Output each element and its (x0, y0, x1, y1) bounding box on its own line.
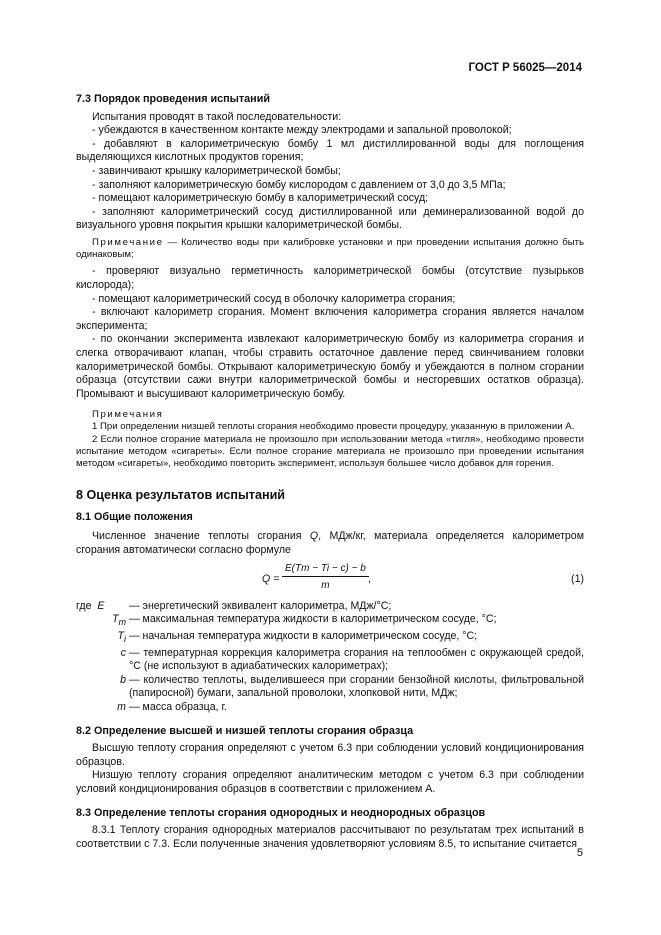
list-item: - проверяют визуально герметичность калориметрической бомбы (отсутствие пузырьков кислорода); (76, 265, 584, 291)
note-item: 2 Если полное сгорание материала не произошло при использовании метода «тигля», необходимо провести испытание методом «сигареты». Если полное сгорание материала не произошло при проведении испытания методом «сигареты», необходимо повторить эксперимент, используя большее число добавок для горения. (76, 433, 584, 470)
definition-row (76, 630, 584, 647)
list-item: - завинчивают крышку калориметрической бомбы; (92, 164, 341, 177)
note-text: — Количество воды при калибровке установки и при проведении испытания должно быть одинаковым; (76, 236, 584, 261)
definition-row (76, 647, 584, 674)
document-body (76, 93, 584, 851)
list-item: - добавляют в калориметрическую бомбу 1 мл дистиллированной воды для поглощения выделяющихся кислотных продуктов горения; (76, 137, 584, 164)
definition-symbol: m (117, 701, 126, 714)
section-7-3-heading: 7.3 Порядок проведения испытаний (76, 93, 270, 105)
definition-symbol: b (120, 673, 126, 686)
formula-1 (76, 562, 584, 596)
list-item: - по окончании эксперимента извлекают калориметрическую бомбу из калориметра сгорания и слегка отворачивают клапан, чтобы стравить остаточное давление перед свинчиванием головки калориметрической бомбы. Открывают калориметрическую бомбу и убеждаются в полном сгорании образца (отсутствии сажи внутри калориметрической бомбы и несгоревших остатков образца). Промывают и высушивают калориметрическую бомбу. (76, 333, 584, 400)
formula-numerator: E(Tm − Ti − c) − b (282, 562, 369, 578)
formula-fraction (282, 562, 369, 593)
definition-text: — температурная коррекция калориметра сгорания на теплообмен с окружающей средой, °С (не используют в адиабатических калориметрах); (129, 646, 584, 673)
formula-denominator: m (321, 580, 330, 592)
definition-symbol: где E (76, 599, 105, 612)
paragraph: Высшую теплоту сгорания определяют с учетом 6.3 при соблюдении условий кондиционирования образцов. (76, 742, 584, 768)
section-8-heading: 8 Оценка результатов испытаний (76, 488, 286, 503)
definition-symbol: $T_m$ (112, 613, 126, 628)
section-8-2-heading: 8.2 Определение высшей и низшей теплоты сгорания образца (76, 724, 414, 737)
section-8-1-heading: 8.1 Общие положения (76, 510, 193, 523)
note-label: Примечание (92, 236, 164, 248)
list-item: - заполняют калориметрическую бомбу кислородом с давлением от 3,0 до 3,5 МПа; (92, 178, 506, 191)
definition-symbol: $T_i$ (117, 629, 126, 645)
note (76, 237, 584, 261)
variable-definitions (76, 600, 584, 715)
notes-label: Примечания (92, 409, 164, 421)
formula-number: (1) (571, 572, 584, 585)
formula-lhs: Q = (262, 572, 280, 585)
page-number: 5 (576, 847, 583, 859)
definition-text: — энергетический эквивалент калориметра, МДж/°С; (129, 599, 392, 612)
document-header: ГОСТ Р 56025—2014 (468, 62, 582, 74)
note-item: 1 При определении низшей теплоты сгорания необходимо провести процедуру, указанную в приложении А. (92, 421, 575, 433)
paragraph: Низшую теплоту сгорания определяют аналитическим методом с учетом 6.3 при соблюдении условий кондиционирования образцов в соответствии с приложением А. (76, 769, 584, 796)
paragraph: 8.3.1 Теплоту сгорания однородных материалов рассчитывают по результатам трех испытаний в соответствии с 7.3. Если полученные значения удовлетворяют условиям 8.5, то испытание считается (76, 824, 584, 850)
paragraph: Численное значение теплоты сгорания Q, МДж/кг, материала определяется калориметром сгорания автоматически согласно формуле (76, 530, 584, 557)
formula-comma: , (368, 572, 371, 585)
list-item: - помещают калориметрическую бомбу в калориметрический сосуд; (92, 192, 429, 205)
paragraph: Испытания проводят в такой последовательности: (92, 110, 342, 123)
list-item: - заполняют калориметрический сосуд дистиллированной или деминерализованной водой до визуального уровня покрытия крышки калориметрической бомбы. (76, 205, 584, 232)
definition-row (76, 701, 584, 715)
list-item: - включают калориметр сгорания. Момент включения калориметра сгорания является началом эксперимента; (76, 306, 584, 332)
definition-text: — максимальная температура жидкости в калориметрическом сосуде, °С; (129, 613, 497, 626)
list-item: - убеждаются в качественном контакте между электродами и запальной проволокой; (92, 124, 512, 137)
section-8-3-heading: 8.3 Определение теплоты сгорания однородных и неоднородных образцов (76, 806, 486, 819)
definition-row (76, 674, 584, 701)
definition-text: — количество теплоты, выделившееся при сгорании бензойной кислоты, фильтровальной (папиросной) бумаги, запальной проволоки, хлопковой нити, МДж; (129, 673, 584, 700)
definition-text: — начальная температура жидкости в калориметрическом сосуде, °С; (129, 629, 478, 642)
list-item: - помещают калориметрический сосуд в оболочку калориметра сгорания; (92, 292, 456, 305)
definition-symbol: c (120, 646, 126, 659)
definition-text: — масса образца, г. (129, 701, 227, 714)
definition-row (76, 600, 584, 614)
definition-row (76, 613, 584, 630)
